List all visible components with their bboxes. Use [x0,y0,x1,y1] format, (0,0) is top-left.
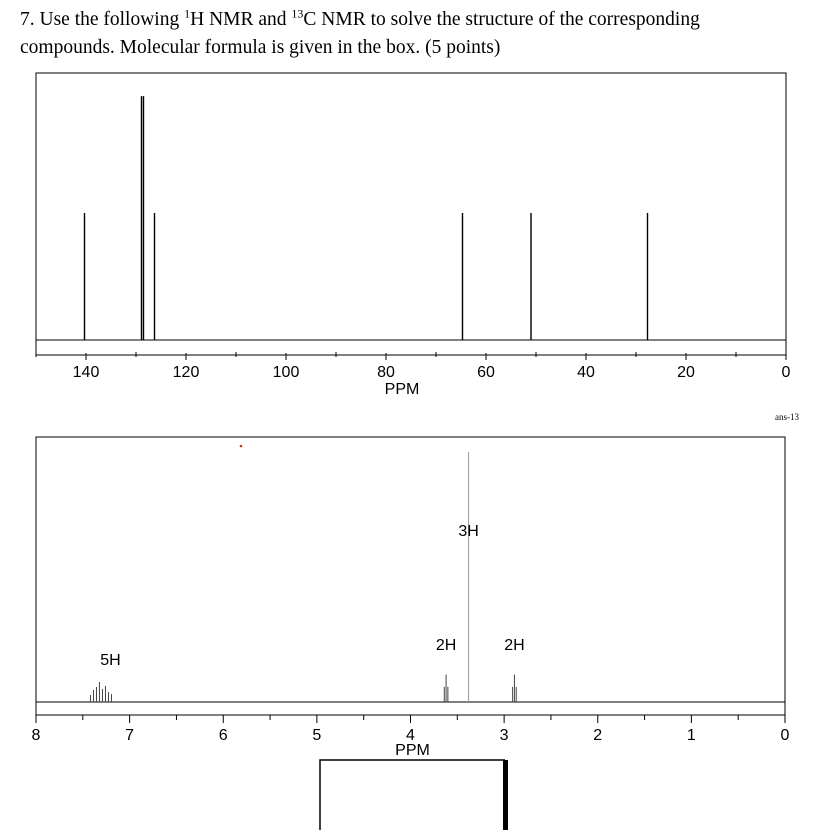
question-part2: H NMR and [190,9,292,30]
c13-spectrum [36,73,791,398]
question-line2: compounds. Molecular formula is given in the box. (5 points) [20,37,501,58]
c13-xlabel: PPM [384,381,420,398]
spectrum-code: ans-13 [775,412,799,422]
question-number: 7. [20,9,35,30]
formula-box [320,760,508,830]
c13-tick-label-100: 100 [272,364,300,381]
c13-peaks [85,96,648,340]
superscript-1: 1 [184,6,191,21]
h1-tick-label-3: 3 [499,727,509,744]
c13-frame [36,73,786,355]
h1-axis [32,715,790,744]
h1-tick-label-6: 6 [218,727,228,744]
h1-peaks [90,452,524,702]
question-part1: Use the following [39,9,185,30]
c13-tick-label-120: 120 [172,364,200,381]
formula-box-outline [320,760,505,830]
superscript-13: 13 [291,6,304,21]
formula-box-shadow [503,760,508,830]
h1-spectrum [32,437,790,759]
h1-tick-label-2: 2 [593,727,603,744]
c13-tick-label-80: 80 [377,364,395,381]
red-dot-artifact [240,445,243,448]
h1-integration-1: 5H [100,652,121,669]
c13-axis [36,352,791,381]
h1-tick-label-8: 8 [31,727,41,744]
h1-tick-label-5: 5 [312,727,322,744]
h1-integration-3: 3H [458,523,479,540]
c13-tick-label-40: 40 [577,364,595,381]
h1-tick-label-7: 7 [125,727,135,744]
h1-tick-label-0: 0 [780,727,790,744]
c13-tick-label-0: 0 [781,364,791,381]
c13-tick-label-20: 20 [677,364,695,381]
h1-tick-label-4: 4 [406,727,415,744]
h1-integration-2: 2H [435,637,457,654]
h1-tick-label-1: 1 [686,727,696,744]
c13-tick-label-140: 140 [72,364,100,381]
h1-xlabel: PPM [395,742,430,759]
c13-tick-label-60: 60 [477,364,495,381]
h1-frame [36,437,785,715]
h1-integration-4: 2H [504,637,525,654]
question-part3: C NMR to solve the structure of the corresponding [303,9,700,30]
